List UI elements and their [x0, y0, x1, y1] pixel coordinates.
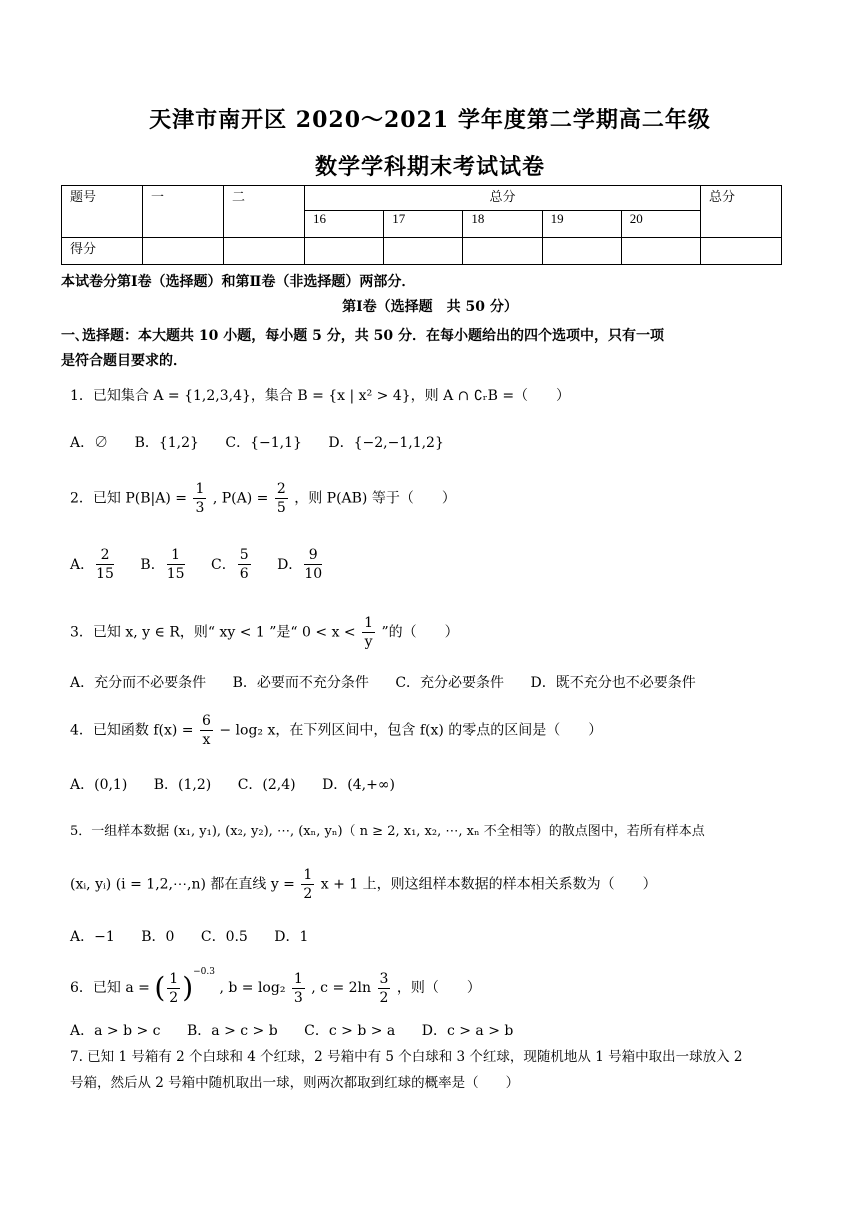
- q3-option-a: A．充分而不必要条件: [70, 675, 207, 691]
- q4-options: [70, 775, 417, 795]
- q2-options: [70, 546, 324, 583]
- q1-option-b: B．{1,2}: [134, 435, 199, 451]
- q2-suffix: ，则 P(AB) 等于（ ）: [294, 490, 456, 507]
- q2-option-d: D． $\frac{9}{10}$: [277, 547, 323, 582]
- q3-fraction: $\frac{1}{y}$: [364, 615, 374, 650]
- q3-stem: [70, 614, 459, 651]
- q6-stem: 6．已知 a = ( $\frac{1}{2}$ )$^{-0.3}$ , b = log₂ $\frac{1}{3}$ , c = 2ln $\frac{3}{2}$ ，则（ ）: [70, 967, 481, 1006]
- q5-options: [70, 927, 330, 947]
- q5-line2-prefix: (xᵢ, yᵢ) (i = 1,2,⋯,n) 都在直线 y =: [70, 876, 295, 893]
- score-sub-16: 16: [305, 211, 384, 238]
- q4-suffix: − log₂ x，在下列区间中，包含 f(x) 的零点的区间是（ ）: [219, 722, 603, 739]
- q6-prefix: 6．已知 a =: [70, 980, 150, 996]
- score-table: [61, 185, 782, 265]
- score-cell: [701, 238, 782, 265]
- q4-option-b: B．(1,2): [153, 777, 212, 793]
- score-sub-20: 20: [621, 211, 700, 238]
- score-header-total: 总分: [701, 186, 782, 238]
- q3-option-c: C．充分必要条件: [395, 675, 505, 691]
- exam-title-line2: 数学学科期末考试试卷: [314, 154, 545, 180]
- q2-stem: [70, 480, 456, 517]
- q4-option-d: D．(4,+∞): [322, 777, 395, 793]
- q4-stem: [70, 712, 602, 749]
- q6-option-c: C．c > b > a: [304, 1023, 396, 1039]
- part1-title: 第Ⅰ卷（选择题 共 50 分）: [342, 299, 518, 315]
- score-header-tihao: 题号: [62, 186, 143, 238]
- q5-option-c: C．0.5: [200, 929, 248, 945]
- q6-fraction-3: $\frac{3}{2}$: [379, 970, 389, 1006]
- q5-line1: 5．一组样本数据 (x₁, y₁), (x₂, y₂), ⋯, (xₙ, yₙ)（ n ≥ 2, x₁, x₂, ⋯, xₙ 不全相等）的散点图中，若所有样本点: [70, 824, 705, 839]
- score-header-subtotal: 总分: [305, 186, 701, 211]
- q5-fraction: $\frac{1}{2}$: [303, 867, 313, 902]
- q1-options: [70, 433, 466, 453]
- q1-stem: 1．已知集合 A = {1,2,3,4}，集合 B = {x | x² > 4}，则 A ∩ ∁ᵣB =（ ）: [70, 388, 571, 404]
- section1-line2: 是符合题目要求的．: [61, 353, 187, 369]
- q6-fraction-2: $\frac{1}{3}$: [293, 970, 303, 1006]
- q2-option-b: B． $\frac{1}{15}$: [140, 547, 185, 582]
- q5-option-a: A．−1: [70, 929, 115, 945]
- score-sub-17: 17: [384, 211, 463, 238]
- q5-line2: [70, 866, 657, 903]
- score-sub-18: 18: [463, 211, 542, 238]
- q6-exponent: −0.3: [193, 967, 215, 977]
- score-cell: [542, 238, 621, 265]
- q2-prefix: 2．已知 P(B|A) =: [70, 490, 187, 507]
- score-cell: [224, 238, 305, 265]
- q6-option-d: D．c > a > b: [421, 1023, 514, 1039]
- q4-fraction: $\frac{6}{x}$: [202, 713, 211, 748]
- q3-option-b: B．必要而不充分条件: [232, 675, 369, 691]
- q4-option-a: A．(0,1): [70, 777, 128, 793]
- q2-option-c: C． $\frac{5}{6}$: [210, 547, 249, 582]
- q3-option-d: D．既不充分也不必要条件: [530, 675, 696, 691]
- q4-prefix: 4．已知函数 f(x) =: [70, 722, 194, 739]
- q6-suffix: ，则（ ）: [396, 980, 481, 996]
- q6-options: [70, 1021, 535, 1041]
- q6-mid1: , b = log₂: [219, 980, 286, 996]
- q6-option-a: A．a > b > c: [70, 1023, 161, 1039]
- score-cell: [621, 238, 700, 265]
- score-cell: [143, 238, 224, 265]
- q2-option-a: A． $\frac{2}{15}$: [70, 547, 114, 582]
- q5-option-b: B．0: [141, 929, 175, 945]
- q1-option-a: A．∅: [70, 435, 109, 451]
- exam-title-line1: 天津市南开区 2020～2021 学年度第二学期高二年级: [149, 107, 711, 133]
- score-header-1: 一: [143, 186, 224, 238]
- q4-option-c: C．(2,4): [237, 777, 296, 793]
- q1-option-c: C．{−1,1}: [225, 435, 302, 451]
- q2-mid: , P(A) =: [212, 490, 269, 507]
- score-cell: [305, 238, 384, 265]
- score-row-label: 得分: [62, 238, 143, 265]
- intro-text: 本试卷分第Ⅰ卷（选择题）和第Ⅱ卷（非选择题）两部分．: [61, 274, 416, 290]
- score-header-2: 二: [224, 186, 305, 238]
- q2-fraction-2: $\frac{2}{5}$: [276, 481, 286, 516]
- q3-prefix: 3．已知 x, y ∈ R，则“ xy < 1 ”是“ 0 < x <: [70, 624, 356, 641]
- section1-line1: 一､选择题：本大题共 10 小题，每小题 5 分，共 50 分．在每小题给出的四个选项中，只有一项: [61, 328, 664, 344]
- q6-mid2: , c = 2ln: [311, 980, 372, 996]
- q3-suffix: ”的（ ）: [381, 624, 459, 641]
- score-sub-19: 19: [542, 211, 621, 238]
- q2-fraction-1: $\frac{1}{3}$: [195, 481, 205, 516]
- q5-option-d: D．1: [274, 929, 309, 945]
- q3-options: [70, 673, 718, 693]
- q7-line1: 7. 已知 1 号箱有 2 个白球和 4 个红球，2 号箱中有 5 个白球和 3 个红球，现随机地从 1 号箱中取出一球放入 2: [70, 1049, 743, 1065]
- q1-option-d: D．{−2,−1,1,2}: [328, 435, 444, 451]
- q6-option-b: B．a > c > b: [186, 1023, 278, 1039]
- score-cell: [384, 238, 463, 265]
- q5-line2-suffix: x + 1 上，则这组样本数据的样本相关系数为（ ）: [320, 876, 657, 893]
- q7-line2: 号箱，然后从 2 号箱中随机取出一球，则两次都取到红球的概率是（ ）: [70, 1075, 520, 1091]
- score-cell: [463, 238, 542, 265]
- q6-base-fraction: $\frac{1}{2}$: [169, 970, 179, 1006]
